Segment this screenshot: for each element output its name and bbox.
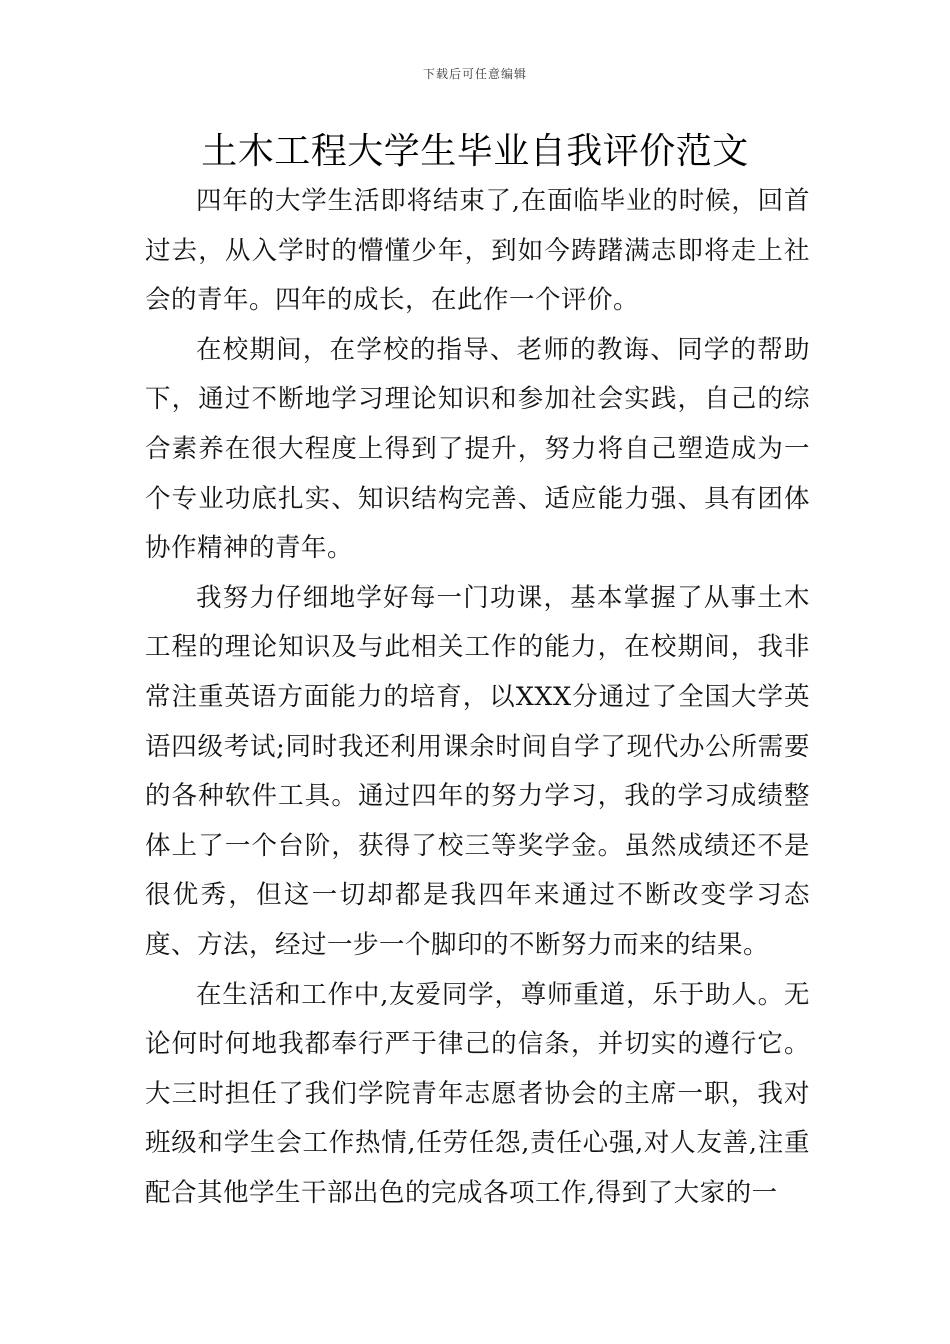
paragraph-2: 在校期间，在学校的指导、老师的教诲、同学的帮助下，通过不断地学习理论知识和参加社会实践，自己的综合素养在很大程度上得到了提升，努力将自己塑造成为一个专业功底扎实、知识结构完善、适应能力强、具有团体协作精神的青年。 <box>145 334 810 564</box>
document-title: 土木工程大学生毕业自我评价范文 <box>201 131 749 172</box>
document-body <box>145 177 810 1218</box>
paragraph-4: 在生活和工作中,友爱同学，尊师重道，乐于助人。无论何时何地我都奉行严于律己的信条，并切实的遵行它。大三时担任了我们学院青年志愿者协会的主席一职，我对班级和学生会工作热情,任劳任怨,责任心强,对人友善,注重配合其他学生干部出色的完成各项工作,得到了大家的一 <box>145 979 810 1208</box>
paragraph-3: 我努力仔细地学好每一门功课，基本掌握了从事土木工程的理论知识及与此相关工作的能力，在校期间，我非常注重英语方面能力的培育，以XXX分通过了全国大学英语四级考试;同时我还利用课余时间自学了现代办公所需要的各种软件工具。通过四年的努力学习，我的学习成绩整体上了一个台阶，获得了校三等奖学金。虽然成绩还不是很优秀，但这一切却都是我四年来通过不断改变学习态度、方法，经过一步一个脚印的不断努力而来的结果。 <box>145 582 810 960</box>
paragraph-1: 四年的大学生活即将结束了,在面临毕业的时候，回首过去，从入学时的懵懂少年，到如今踌躇满志即将走上社会的青年。四年的成长，在此作一个评价。 <box>145 186 810 316</box>
header-note: 下载后可任意编辑 <box>422 67 527 81</box>
